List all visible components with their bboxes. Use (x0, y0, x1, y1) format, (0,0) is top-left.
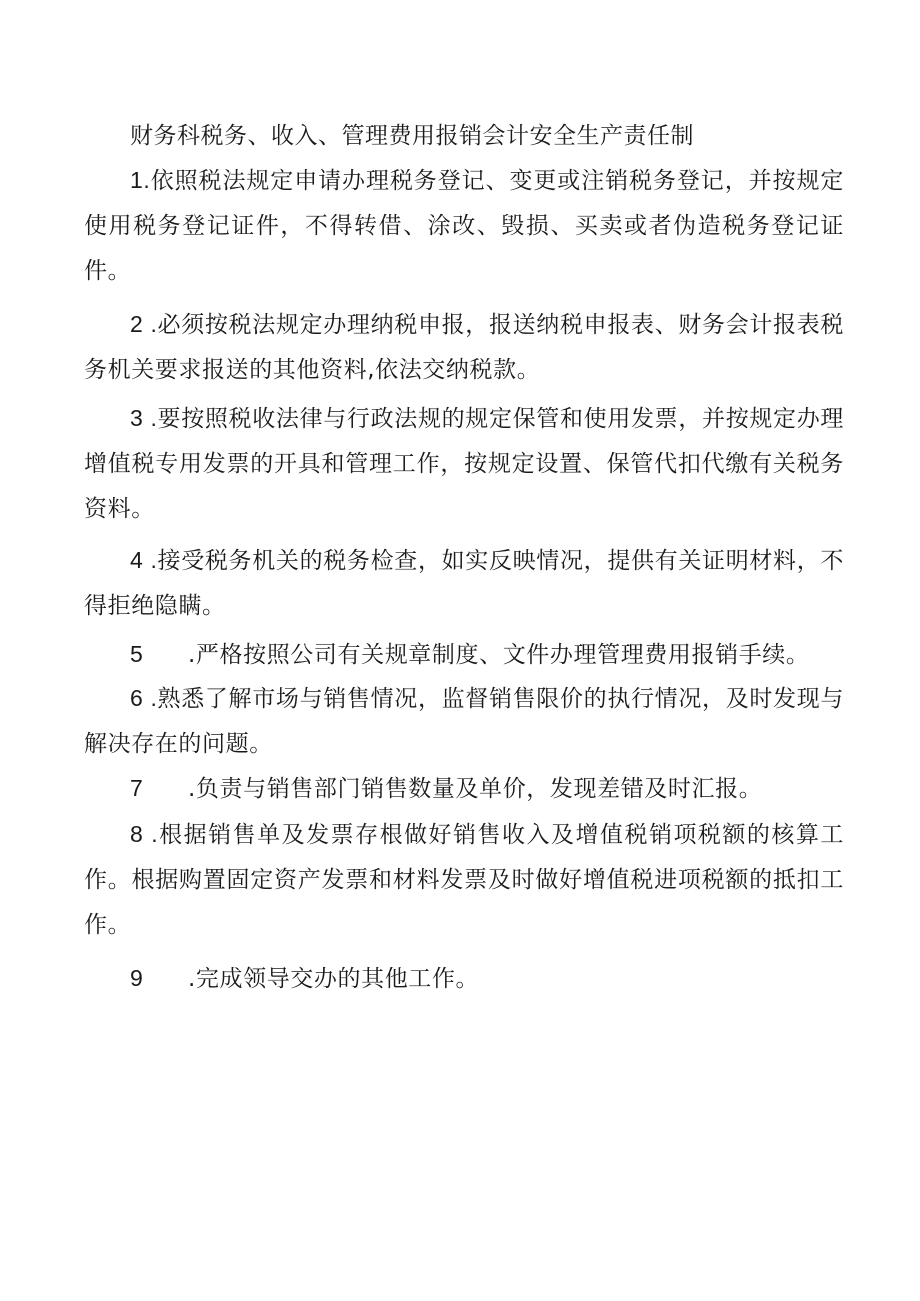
item-number: 5 (130, 641, 144, 667)
item-text: 接受税务机关的税务检查，如实反映情况，提供有关证明材料，不得拒绝隐瞒。 (84, 548, 844, 619)
item-number: 9 (130, 965, 144, 991)
item-text: 根据销售单及发票存根做好销售收入及增值税销项税额的核算工作。根据购置固定资产发票和材料发票及时做好增值税进项税额的抵扣工作。 (84, 822, 844, 938)
list-item-2 (84, 302, 844, 393)
item-number: 7 (130, 775, 144, 801)
item-number: 4 . (130, 547, 158, 573)
item-text: 熟悉了解市场与销售情况，监督销售限价的执行情况，及时发现与解决存在的问题。 (84, 686, 844, 757)
item-number: 2 . (130, 311, 158, 337)
item-number: 1. (130, 167, 151, 193)
list-item-7 (84, 766, 844, 812)
list-item-9 (84, 956, 844, 1002)
list-item-6 (84, 676, 844, 767)
list-item-3 (84, 396, 844, 532)
item-number: 8 . (130, 821, 159, 847)
item-number: 6 . (130, 685, 158, 711)
list-item-4 (84, 538, 844, 629)
document-title: 财务科税务、收入、管理费用报销会计安全生产责任制 (130, 123, 694, 149)
list-item-5 (84, 632, 844, 678)
list-item-1 (84, 158, 844, 294)
item-text: 要按照税收法律与行政法规的规定保管和使用发票，并按规定办理增值税专用发票的开具和管理工作，按规定设置、保管代扣代缴有关税务资料。 (84, 406, 844, 522)
item-text: .完成领导交办的其他工作。 (188, 966, 480, 992)
item-text: 必须按税法规定办理纳税申报，报送纳税申报表、财务会计报表税务机关要求报送的其他资料,依法交纳税款。 (84, 312, 844, 383)
list-item-8 (84, 812, 844, 948)
item-number: 3 . (130, 405, 158, 431)
item-text: 依照税法规定申请办理税务登记、变更或注销税务登记，并按规定使用税务登记证件，不得转借、涂改、毁损、买卖或者伪造税务登记证件。 (84, 168, 844, 284)
item-text: .严格按照公司有关规章制度、文件办理管理费用报销手续。 (188, 642, 810, 668)
item-text: .负责与销售部门销售数量及单价，发现差错及时汇报。 (188, 776, 763, 802)
